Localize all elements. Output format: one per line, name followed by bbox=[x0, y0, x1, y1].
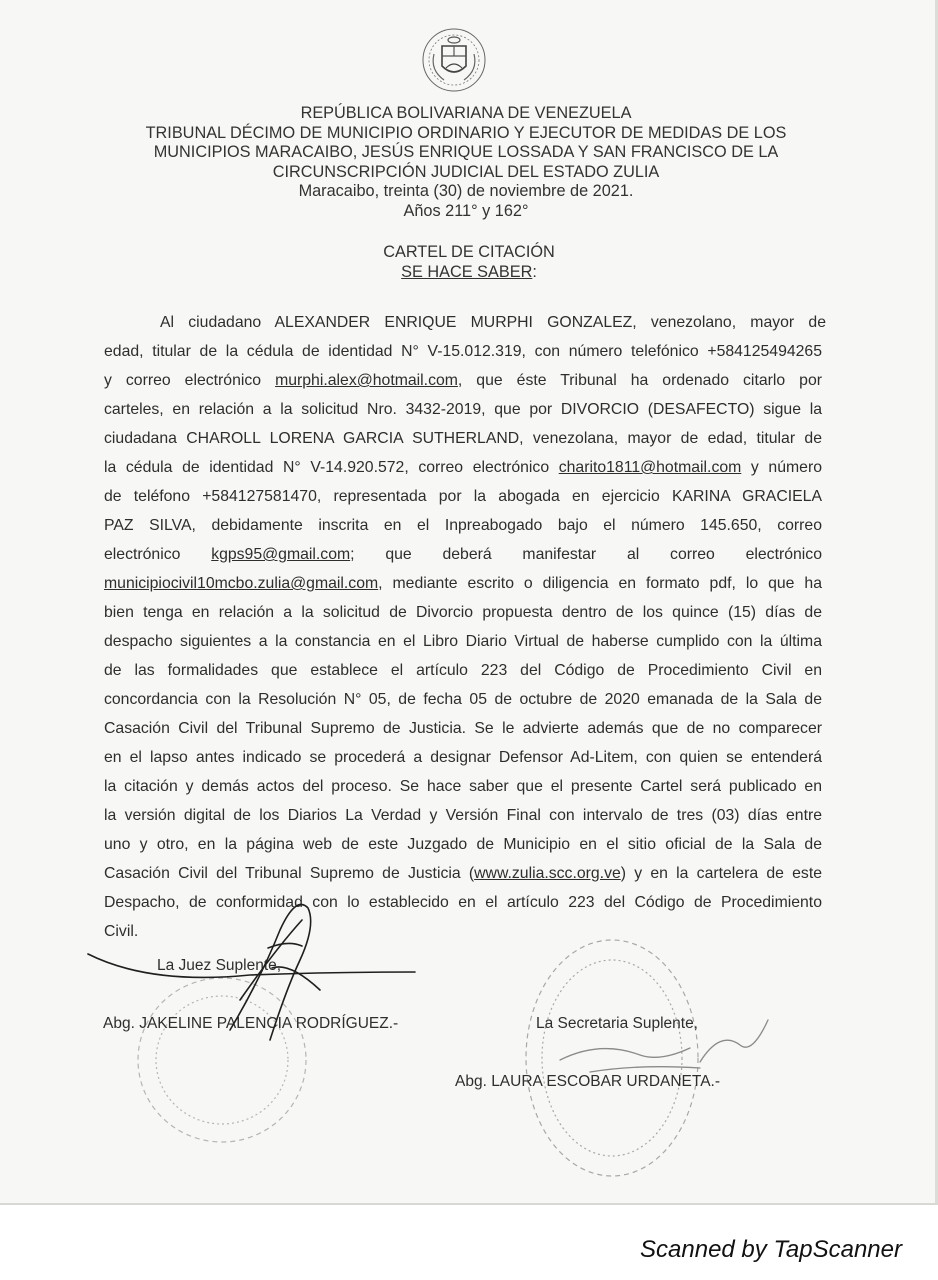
body-line: PAZ SILVA, debidamente inscrita en el Inpreabogado bajo el número 145.650, correo bbox=[104, 517, 822, 534]
header-line: REPÚBLICA BOLIVARIANA DE VENEZUELA bbox=[300, 104, 632, 122]
scanner-watermark: Scanned by TapScanner bbox=[640, 1236, 902, 1263]
line-text: , mediante escrito o diligencia en formato pdf, lo que ha bbox=[378, 575, 822, 592]
email-link[interactable]: municipiocivil10mcbo.zulia@gmail.com bbox=[104, 575, 379, 592]
header-date: Maracaibo, treinta (30) de noviembre de 2021. bbox=[298, 182, 634, 200]
body-line: Despacho, de conformidad con lo establecido en el artículo 223 del Código de Procedimiento bbox=[104, 894, 822, 911]
line-text: ) y en la cartelera de este bbox=[620, 865, 823, 882]
body-line: carteles, en relación a la solicitud Nro. 3432-2019, que por DIVORCIO (DESAFECTO) sigue la bbox=[104, 401, 822, 418]
secretary-name: Abg. LAURA ESCOBAR URDANETA.- bbox=[455, 1073, 721, 1090]
body-line: uno y otro, en la página web de este Juzgado de Municipio en el sitio oficial de la Sala de bbox=[104, 836, 822, 853]
body-line: edad, titular de la cédula de identidad N° V-15.012.319, con número telefónico +584125494265 bbox=[104, 343, 822, 360]
body-line: en el lapso antes indicado se procederá a designar Defensor Ad-Litem, con quien se entenderá bbox=[104, 749, 822, 766]
line-text: electrónico bbox=[104, 546, 212, 563]
email-link[interactable]: charito1811@hotmail.com bbox=[558, 459, 742, 476]
secretary-signature bbox=[560, 1020, 768, 1072]
email-link[interactable]: murphi.alex@hotmail.com bbox=[275, 372, 458, 389]
header-line: MUNICIPIOS MARACAIBO, JESÚS ENRIQUE LOSSADA Y SAN FRANCISCO DE LA bbox=[153, 143, 779, 161]
line-text: y número bbox=[741, 459, 822, 476]
line-text: ; que deberá manifestar al correo electrónico bbox=[350, 546, 822, 563]
subtitle-colon: : bbox=[532, 263, 537, 281]
line-text: Casación Civil del Tribunal Supremo de Justicia ( bbox=[104, 865, 475, 882]
header-years: Años 211° y 162° bbox=[403, 201, 529, 220]
header-line: CIRCUNSCRIPCIÓN JUDICIAL DEL ESTADO ZULIA bbox=[272, 162, 660, 181]
body-line: despacho siguientes a la constancia en el Libro Diario Virtual de haberse cumplido con la última bbox=[104, 633, 822, 650]
web-link[interactable]: www.zulia.scc.org.ve bbox=[474, 865, 621, 882]
body-line: bien tenga en relación a la solicitud de Divorcio propuesta dentro de los quince (15) días de bbox=[104, 604, 822, 621]
judge-name: Abg. JAKELINE PALENCIA RODRÍGUEZ.- bbox=[103, 1015, 399, 1032]
body-line: concordancia con la Resolución N° 05, de fecha 05 de octubre de 2020 emanada de la Sala de bbox=[104, 691, 822, 708]
body-line: la versión digital de los Diarios La Verdad y Versión Final con intervalo de tres (03) días entre bbox=[104, 807, 822, 824]
line-text: y correo electrónico bbox=[104, 372, 276, 389]
body-line: Al ciudadano ALEXANDER ENRIQUE MURPHI GONZALEZ, venezolano, mayor de bbox=[160, 314, 826, 331]
email-link[interactable]: kgps95@gmail.com bbox=[211, 546, 351, 563]
line-text: , que éste Tribunal ha ordenado citarlo por bbox=[457, 372, 823, 389]
body-line: la citación y demás actos del proceso. Se hace saber que el presente Cartel será publicado en bbox=[104, 778, 822, 795]
body-line: de las formalidades que establece el artículo 223 del Código de Procedimiento Civil en bbox=[104, 662, 822, 679]
line-text: la cédula de identidad N° V-14.920.572, correo electrónico bbox=[104, 459, 559, 476]
judge-signature bbox=[88, 904, 415, 1040]
judge-role: La Juez Suplente, bbox=[157, 957, 282, 974]
body-line: de teléfono +584127581470, representada por la abogada en ejercicio KARINA GRACIELA bbox=[104, 488, 822, 505]
body-line: Civil. bbox=[104, 923, 139, 940]
body-line: ciudadana CHAROLL LORENA GARCIA SUTHERLAND, venezolana, mayor de edad, titular de bbox=[104, 430, 822, 447]
body-line: Casación Civil del Tribunal Supremo de Justicia. Se le advierte además que de no comparecer bbox=[104, 720, 822, 737]
secretary-role: La Secretaria Suplente, bbox=[536, 1015, 698, 1032]
document-title: CARTEL DE CITACIÓN bbox=[383, 243, 555, 261]
subtitle-text: SE HACE SABER bbox=[401, 263, 533, 281]
header-line: TRIBUNAL DÉCIMO DE MUNICIPIO ORDINARIO Y EJECUTOR DE MEDIDAS DE LOS bbox=[145, 123, 787, 142]
